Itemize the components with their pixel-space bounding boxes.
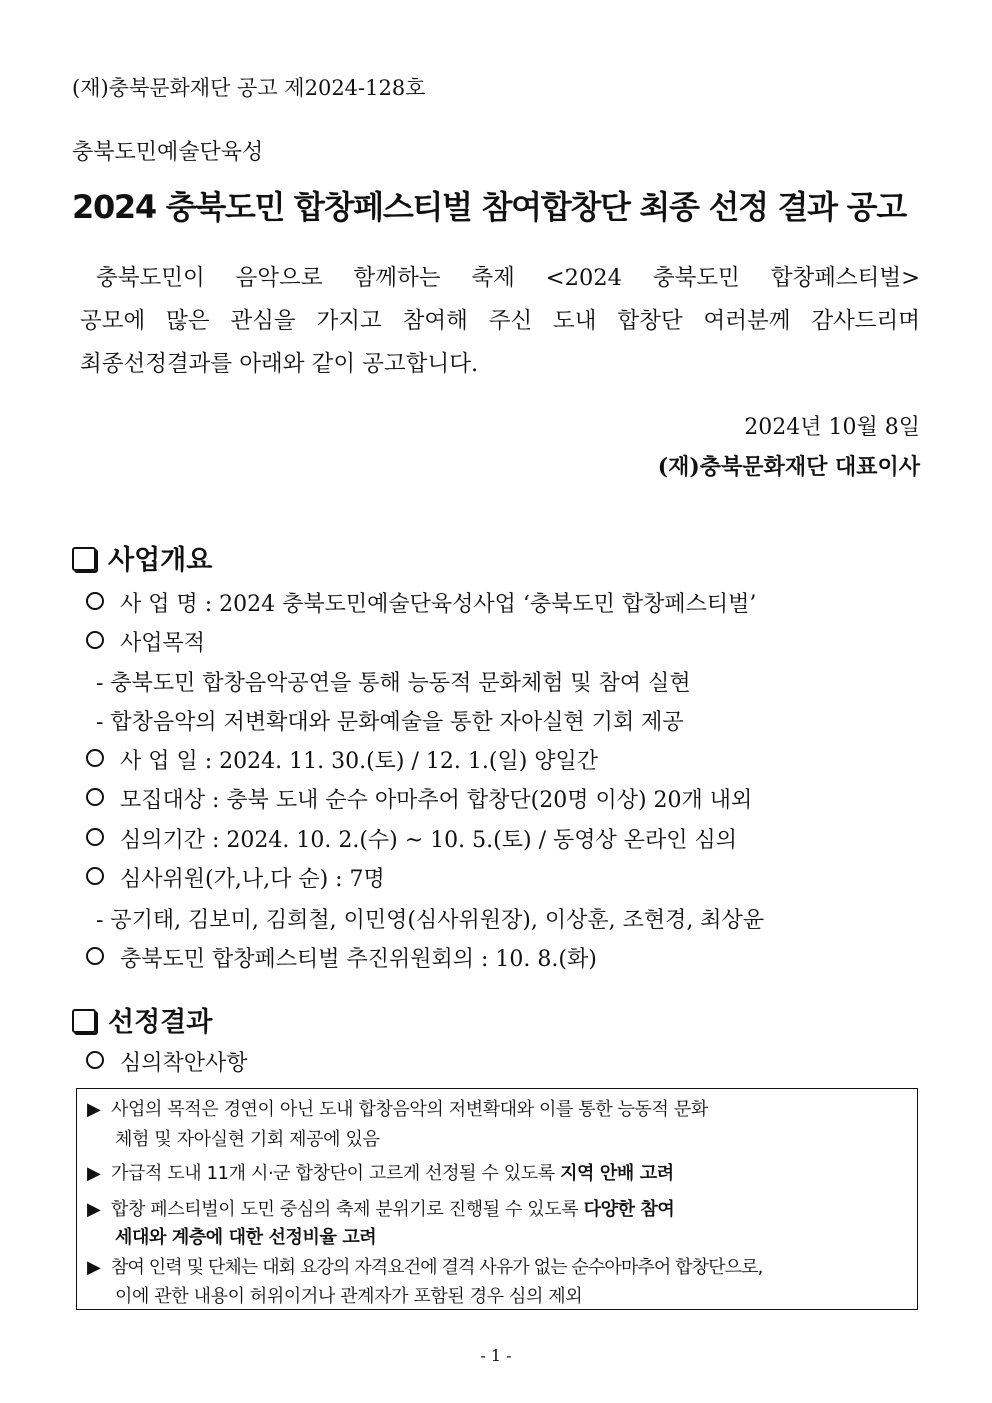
issuer-org: (재)충북문화재단 대표이사 — [657, 454, 920, 480]
section-heading-overview — [72, 538, 212, 577]
section-heading-results — [72, 1000, 212, 1039]
overview-dates — [86, 744, 598, 775]
triangle-right-icon: ▶ — [87, 1099, 101, 1120]
circle-bullet-icon — [86, 592, 104, 610]
overview-purpose-item-1: - 충북도민 합창음악공연을 통해 능동적 문화체험 및 참여 실현 — [96, 671, 691, 696]
note-4-cont: 이에 관한 내용이 허위이거나 관계자가 포함된 경우 심의 제외 — [115, 1286, 583, 1307]
overview-judges — [86, 862, 385, 893]
section-heading-results-label: 선정결과 — [108, 1007, 213, 1038]
checkbox-square-icon — [72, 1009, 96, 1033]
page-number: - 1 - — [480, 1346, 512, 1365]
overview-project-name-text: 사 업 명 : 2024 충북도민예술단육성사업 ‘충북도민 합창페스티벌’ — [120, 592, 757, 617]
note-3-emphasis: 다양한 참여 — [583, 1199, 675, 1220]
results-considerations-text: 심의착안사항 — [120, 1051, 248, 1076]
circle-bullet-icon — [86, 947, 104, 965]
triangle-right-icon: ▶ — [87, 1163, 101, 1184]
overview-committee — [86, 942, 597, 973]
note-4-text: 참여 인력 및 단체는 대회 요강의 자격요건에 결격 사유가 없는 순수아마추어 합창단으로, — [111, 1257, 763, 1278]
overview-judges-list: - 공기태, 김보미, 김희철, 이민영(심사위원장), 이상훈, 조현경, 최상윤 — [96, 908, 765, 933]
section-heading-overview-label: 사업개요 — [108, 545, 213, 576]
circle-bullet-icon — [86, 828, 104, 846]
considerations-box — [76, 1088, 918, 1310]
document-title: 2024 충북도민 합창페스티벌 참여합창단 최종 선정 결과 공고 — [72, 188, 906, 226]
note-2-text: 가급적 도내 11개 시·군 합창단이 고르게 선정될 수 있도록 — [111, 1163, 561, 1184]
intro-line-3: 최종선정결과를 아래와 같이 공고합니다. — [80, 351, 479, 377]
note-1-text: 사업의 목적은 경연이 아닌 도내 합창음악의 저변확대와 이를 통한 능동적 문화 — [111, 1099, 708, 1120]
notice-number: (재)충북문화재단 공고 제2024-128호 — [72, 76, 426, 100]
overview-purpose-text: 사업목적 — [120, 631, 206, 656]
checkbox-square-icon — [72, 547, 96, 571]
triangle-right-icon: ▶ — [87, 1257, 101, 1278]
overview-purpose — [86, 626, 205, 657]
circle-bullet-icon — [86, 867, 104, 885]
overview-review-period-text: 심의기간 : 2024. 10. 2.(수) ~ 10. 5.(토) / 동영상 온라인 심의 — [120, 828, 737, 853]
note-4 — [87, 1253, 762, 1279]
intro-line-2: 공모에 많은 관심을 가지고 참여해 주신 도내 합창단 여러분께 감사드리며 — [80, 308, 920, 334]
triangle-right-icon: ▶ — [87, 1199, 101, 1220]
intro-paragraph — [80, 257, 920, 386]
note-1-cont: 체험 및 자아실현 기회 제공에 있음 — [115, 1129, 380, 1150]
note-2 — [87, 1159, 674, 1185]
results-considerations — [86, 1046, 248, 1077]
circle-bullet-icon — [86, 788, 104, 806]
overview-review-period — [86, 823, 737, 854]
overview-judges-text: 심사위원(가,나,다 순) : 7명 — [120, 867, 385, 892]
circle-bullet-icon — [86, 631, 104, 649]
note-3-text: 합창 페스티벌이 도민 중심의 축제 분위기로 진행될 수 있도록 — [111, 1199, 584, 1220]
circle-bullet-icon — [86, 1051, 104, 1069]
note-3 — [87, 1195, 674, 1221]
circle-bullet-icon — [86, 749, 104, 767]
notice-date: 2024년 10월 8일 — [744, 415, 920, 440]
overview-dates-text: 사 업 일 : 2024. 11. 30.(토) / 12. 1.(일) 양일간 — [120, 749, 599, 774]
overview-purpose-item-2: - 합창음악의 저변확대와 문화예술을 통한 자아실현 기회 제공 — [96, 710, 684, 735]
note-2-emphasis: 지역 안배 고려 — [560, 1163, 674, 1184]
program-name: 충북도민예술단육성 — [72, 140, 264, 165]
overview-committee-text: 충북도민 합창페스티벌 추진위원회의 : 10. 8.(화) — [120, 947, 597, 972]
note-1 — [87, 1095, 708, 1121]
overview-project-name — [86, 587, 756, 618]
note-3-cont: 세대와 계층에 대한 선정비율 고려 — [115, 1227, 377, 1248]
intro-line-1: 충북도민이 음악으로 함께하는 축제 <2024 충북도민 합창페스티벌> — [96, 265, 920, 291]
overview-target-text: 모집대상 : 충북 도내 순수 아마추어 합창단(20명 이상) 20개 내외 — [120, 788, 753, 813]
overview-target — [86, 783, 752, 814]
